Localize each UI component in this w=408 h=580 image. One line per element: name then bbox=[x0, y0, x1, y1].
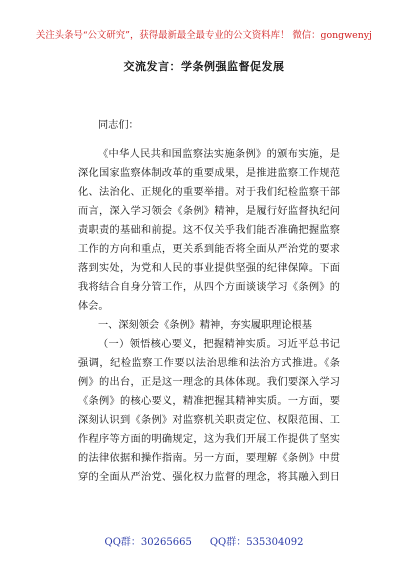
footer-qq-group-2: QQ群：535304092 bbox=[209, 537, 304, 548]
body-line: 深刻认识到《条例》对监察机关职责定位、权限范围、工 bbox=[78, 415, 340, 426]
body-line: 落到实处，为党和人民的事业提供坚强的纪律保障。下面 bbox=[78, 263, 340, 274]
body-line: 深化国家监察体制改革的重要成果，是推进监察工作规范 bbox=[78, 168, 340, 179]
body-line: 《中华人民共和国监察法实施条例》的颁布实施，是 bbox=[98, 149, 340, 160]
body-line: 《条例》的核心要义，精准把握其精神实质。一方面，要 bbox=[78, 396, 340, 407]
body-line: 体会。 bbox=[78, 301, 109, 312]
body-line: （一）领悟核心要义，把握精神实质。习近平总书记 bbox=[98, 339, 340, 350]
body-line: 作程序等方面的明确规定，这为我们开展工作提供了坚实 bbox=[78, 434, 340, 445]
body-line: 强调，纪检监察工作要以法治思维和法治方式推进。《条 bbox=[78, 358, 340, 369]
body-line: 责职责的基础和前提。这不仅关乎我们能否准确把握监察 bbox=[78, 225, 340, 236]
body-line: 例》的出台，正是这一理念的具体体现。我们要深入学习 bbox=[78, 377, 340, 388]
section-heading: 一、深刻领会《条例》精神，夯实履职理论根基 bbox=[98, 320, 312, 331]
footer-qq-groups bbox=[0, 537, 408, 549]
body-text bbox=[78, 145, 340, 487]
body-line: 而言，深入学习领会《条例》精神，是履行好监督执纪问 bbox=[78, 206, 340, 217]
body-line: 化、法治化、正规化的重要举措。对于我们纪检监察干部 bbox=[78, 187, 340, 198]
body-line: 的法律依据和操作指南。另一方面，要理解《条例》中贯 bbox=[78, 453, 340, 464]
document-title: 交流发言：学条例强监督促发展 bbox=[123, 60, 285, 73]
body-line: 我将结合自身分管工作，从四个方面谈谈学习《条例》的 bbox=[78, 282, 340, 293]
salutation: 同志们： bbox=[98, 120, 139, 131]
footer-qq-group-1: QQ群：30265665 bbox=[104, 537, 192, 548]
body-line: 穿的全面从严治党、强化权力监督的理念，将其融入到日 bbox=[78, 472, 340, 483]
header-promo-note: 关注头条号“公文研究”，获得最新最全最专业的公文资料库！ 微信：gongwenyj bbox=[36, 30, 372, 41]
body-line: 工作的方向和重点，更关系到能否将全面从严治党的要求 bbox=[78, 244, 340, 255]
